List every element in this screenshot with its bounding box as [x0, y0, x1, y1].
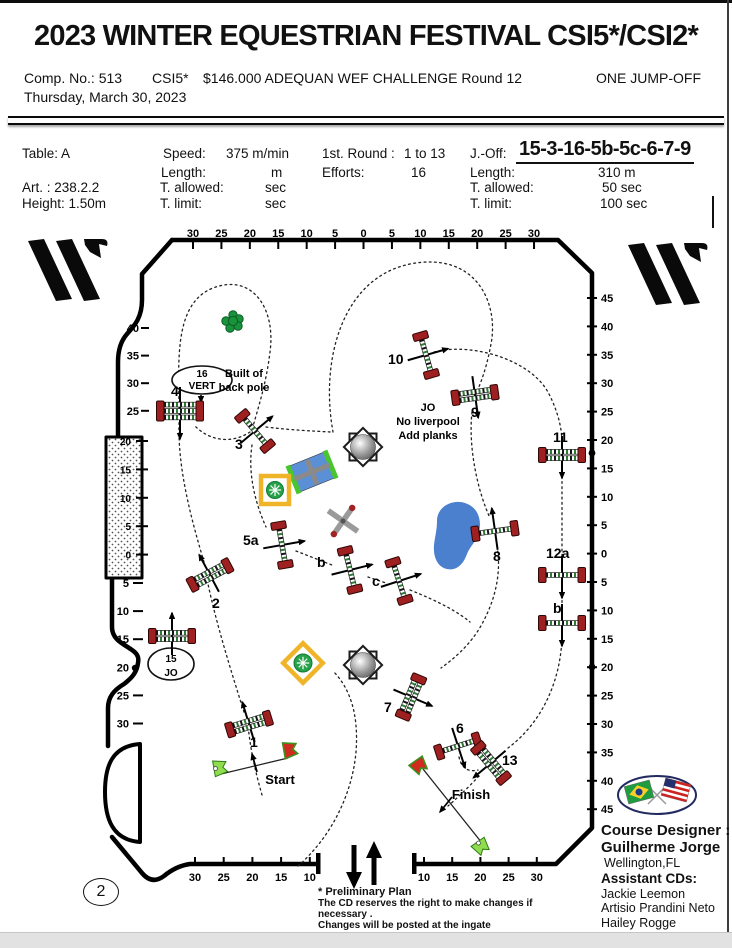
designer-location: Wellington,FL — [604, 856, 681, 870]
article: Art. : 238.2.2 — [22, 180, 100, 195]
jump-number-13: 13 — [502, 752, 518, 768]
ruler-label: 0 — [601, 548, 608, 561]
ruler-label: 5 — [332, 228, 339, 240]
jump-wing — [510, 520, 520, 536]
ruler-label: 5 — [601, 520, 608, 533]
finish-flag-bottom — [471, 837, 492, 857]
note-built-of-line1: Built of — [225, 368, 263, 380]
designer-label: Course Designer : — [601, 822, 731, 839]
ruler-label: 15 — [116, 634, 129, 647]
jump-pole — [442, 739, 474, 753]
note-jo-line2: No liverpool — [396, 416, 460, 428]
ruler-label: 40 — [126, 323, 139, 335]
jump-wing — [539, 448, 547, 463]
jump-wing — [196, 401, 204, 421]
start-flag-right — [283, 741, 299, 759]
ruler-label: 15 — [601, 633, 614, 646]
assistants-label: Assistant CDs: — [601, 870, 698, 886]
joff-length-label: Length: — [470, 165, 516, 180]
jump-wing — [578, 568, 586, 583]
ruler-label: 25 — [502, 872, 515, 884]
prelim-line1: * Preliminary Plan — [318, 886, 412, 898]
ruler-label: 10 — [414, 228, 427, 240]
length-label: Length: — [161, 165, 207, 180]
jump-7 — [384, 668, 441, 728]
ruler-label: 25 — [215, 228, 228, 240]
jump-number-12a: 12a — [546, 545, 570, 561]
flower-box-diamond — [283, 643, 323, 683]
jump-2 — [178, 544, 239, 603]
oval16-type: VERT — [188, 381, 216, 392]
t-allowed-value: sec — [265, 180, 287, 195]
t-limit-value: sec — [265, 196, 287, 211]
round-value: 1 to 13 — [404, 146, 446, 161]
ruler-label: 30 — [116, 718, 129, 731]
jump-pole — [419, 339, 432, 371]
ingate-arrows — [346, 841, 382, 889]
efforts-label: Efforts: — [322, 165, 365, 180]
ruler-label: 30 — [186, 228, 200, 240]
ruler-label: 20 — [243, 228, 256, 240]
jump-wing — [433, 744, 445, 761]
note-built-of-line2: back pole — [218, 382, 270, 394]
length-value: m — [271, 165, 283, 180]
jump-wing — [578, 448, 586, 463]
jump-wing — [188, 629, 196, 644]
ruler-label: 5 — [388, 228, 396, 240]
ruler-label: 45 — [601, 293, 614, 305]
ruler-label: 25 — [499, 228, 512, 240]
jump-wing — [277, 559, 293, 569]
ruler-label: 35 — [601, 747, 614, 760]
ruler-label: 30 — [188, 872, 202, 884]
ruler-label: 10 — [601, 605, 614, 618]
ruler-label: 40 — [601, 775, 614, 788]
jump-number-5a: 5a — [243, 532, 259, 548]
ruler-label: 20 — [601, 435, 614, 447]
wef-logo-right — [628, 243, 707, 305]
jump-pole — [392, 565, 406, 597]
ruler-label: 40 — [601, 321, 614, 334]
assistant-3: Hailey Rogge — [601, 915, 677, 930]
ruler-label: 15 — [119, 465, 131, 477]
ruler-label: 20 — [246, 872, 259, 884]
ruler-label: 15 — [272, 228, 285, 240]
flower-box-square — [261, 476, 289, 504]
jump-10 — [401, 326, 454, 383]
joff-t-allowed-label: T. allowed: — [470, 180, 534, 195]
ruler-label: 15 — [442, 228, 455, 240]
jump-wing — [149, 629, 157, 644]
jump-4 — [157, 387, 204, 439]
octagram-decoration-bottom — [344, 646, 382, 684]
ruler-label: 10 — [601, 491, 614, 504]
jump-wing — [347, 584, 363, 595]
jump-number-7: 7 — [384, 699, 392, 715]
efforts-value: 16 — [411, 165, 427, 180]
note-jo-line1: JO — [420, 402, 436, 414]
jump-b — [326, 542, 378, 598]
jump-wing — [490, 384, 500, 400]
jump-pole — [156, 630, 188, 635]
ruler-label: 30 — [530, 872, 543, 884]
jump-number-11: 11 — [553, 429, 568, 445]
ruler-label: 30 — [126, 378, 139, 391]
fence-height: Height: 1.50m — [22, 196, 107, 211]
assistant-1: Jackie Leemon — [601, 886, 686, 901]
ruler-label: 0 — [360, 228, 367, 240]
joff-label: J.-Off: — [470, 146, 507, 161]
jump-wing — [337, 545, 353, 556]
comp-no: Comp. No.: 513 — [24, 70, 123, 86]
ruler-label: 5 — [122, 578, 129, 590]
ruler-label: 10 — [303, 872, 316, 884]
ingate-post-right — [412, 853, 417, 874]
note-jo-line3: Add planks — [398, 430, 458, 442]
jump-number-4: 4 — [171, 383, 179, 399]
joff-t-limit-label: T. limit: — [470, 196, 512, 211]
gate-dot-right-upper — [589, 450, 596, 457]
jump-pole — [243, 417, 267, 445]
ruler-label: 10 — [119, 493, 131, 505]
jump-wing — [539, 568, 547, 583]
ruler-label: 15 — [446, 872, 459, 884]
prelim-line2: The CD reserves the right to make changes if necessary . — [318, 898, 533, 920]
jump-c — [374, 552, 428, 610]
finish-line — [409, 756, 492, 857]
event-date: Thursday, March 30, 2023 — [24, 89, 187, 105]
ruler-label: 10 — [300, 228, 313, 240]
jump-pole — [546, 456, 578, 461]
ruler-label: 10 — [417, 872, 431, 884]
ruler-label: 20 — [474, 872, 487, 884]
ruler-label: 25 — [217, 872, 230, 884]
speed-label: Speed: — [163, 146, 206, 161]
ruler-label: 5 — [601, 577, 608, 589]
ruler-label: 30 — [527, 228, 541, 240]
jump-wing — [578, 616, 586, 631]
event-name: $146.000 ADEQUAN WEF CHALLENGE Round 12 — [203, 70, 523, 86]
ruler-label: 25 — [126, 405, 139, 418]
jump-number-2: 2 — [212, 595, 220, 611]
ruler-label: 25 — [601, 406, 614, 419]
joff-t-limit-value: 100 sec — [600, 196, 648, 211]
ruler-label: 5 — [125, 522, 131, 534]
jump-number-8: 8 — [493, 548, 501, 564]
jump-number-3: 3 — [235, 436, 243, 452]
ruler-label: 30 — [601, 378, 614, 391]
jump-number-9: 9 — [471, 404, 479, 420]
jump-number-c: c — [372, 573, 380, 589]
start-flag-left — [212, 759, 228, 777]
jump-pole — [546, 449, 578, 454]
assistant-2: Artisio Prandini Neto — [601, 901, 715, 915]
t-allowed-label: T. allowed: — [160, 180, 224, 195]
preliminary-note — [318, 886, 580, 931]
ruler-label: 25 — [601, 690, 614, 703]
jump-5a — [259, 518, 309, 572]
liverpool-tray — [286, 450, 339, 495]
jump-number-1: 1 — [250, 734, 258, 750]
prelim-line3: Changes will be posted at the ingate — [318, 920, 491, 931]
jump-wing — [539, 616, 547, 631]
ruler-label: 35 — [601, 349, 614, 362]
tree-decoration — [222, 311, 243, 332]
ruler-label: 0 — [125, 550, 131, 562]
ruler-label: 30 — [601, 719, 614, 731]
jump-pole — [164, 409, 196, 414]
jump-number-b: b — [553, 600, 562, 616]
jump-pole — [546, 621, 578, 626]
jump-15 — [149, 613, 196, 655]
gate-dot-left — [132, 665, 138, 671]
page-title: 2023 WINTER EQUESTRIAN FESTIVAL CSI5*/CSI2* — [34, 20, 698, 52]
flags-emblem — [618, 776, 696, 814]
credits-block — [601, 822, 731, 930]
oval15-jo: JO — [164, 668, 178, 679]
ruler-label: 20 — [116, 662, 129, 675]
csi-stars: CSI5* — [152, 70, 189, 86]
jump-wing — [397, 594, 414, 606]
joff-length-value: 310 m — [598, 165, 636, 180]
jump-pole — [164, 415, 196, 420]
jump-pole — [546, 573, 578, 578]
ingate-post-left — [316, 853, 321, 874]
jump-pole — [344, 554, 356, 586]
ruler-label: 25 — [116, 690, 129, 703]
designer-name: Guilherme Jorge — [601, 839, 721, 856]
oval15-number: 15 — [165, 654, 177, 665]
joff-t-allowed-value: 50 sec — [602, 180, 642, 195]
jump-1 — [220, 695, 277, 749]
round-label: 1st. Round : — [322, 146, 395, 161]
jump-wing — [471, 526, 481, 542]
jump-number-b: b — [317, 554, 326, 570]
ruler-label: 10 — [116, 606, 129, 619]
ruler-label: 20 — [119, 437, 131, 448]
jump-b — [539, 604, 586, 646]
t-limit-label: T. limit: — [160, 196, 202, 211]
finish-label: Finish — [451, 787, 491, 802]
jump-number-6: 6 — [456, 720, 464, 736]
octagram-decoration-top — [344, 428, 382, 466]
jump-pole — [164, 402, 196, 407]
jumpoff-flag: ONE JUMP-OFF — [596, 70, 701, 86]
ruler-label: 45 — [601, 804, 614, 817]
jump-wing — [385, 556, 402, 568]
jump-wing — [157, 401, 165, 421]
jump-number-10: 10 — [388, 351, 404, 367]
page-number: 2 — [83, 878, 119, 906]
speed-value: 375 m/min — [226, 146, 290, 161]
jump-pole — [156, 637, 188, 642]
ruler-label: 15 — [274, 872, 288, 884]
jump-wing — [271, 521, 287, 531]
start-label: Start — [265, 772, 295, 787]
wef-logo-left — [28, 239, 107, 301]
jump-wing — [412, 330, 428, 341]
ruler-label: 20 — [471, 228, 484, 240]
windmill-decoration — [327, 503, 360, 538]
jump-wing — [451, 390, 461, 406]
oval16-number: 16 — [196, 369, 208, 380]
ruler-label: 35 — [126, 350, 139, 363]
joff-order: 15-3-16-5b-5c-6-7-9 — [516, 138, 694, 164]
ruler-label: 20 — [601, 662, 614, 675]
jump-wing — [423, 368, 439, 379]
jump-12a — [539, 556, 586, 598]
table-type: Table: A — [22, 146, 71, 161]
ruler-label: 15 — [601, 463, 614, 476]
